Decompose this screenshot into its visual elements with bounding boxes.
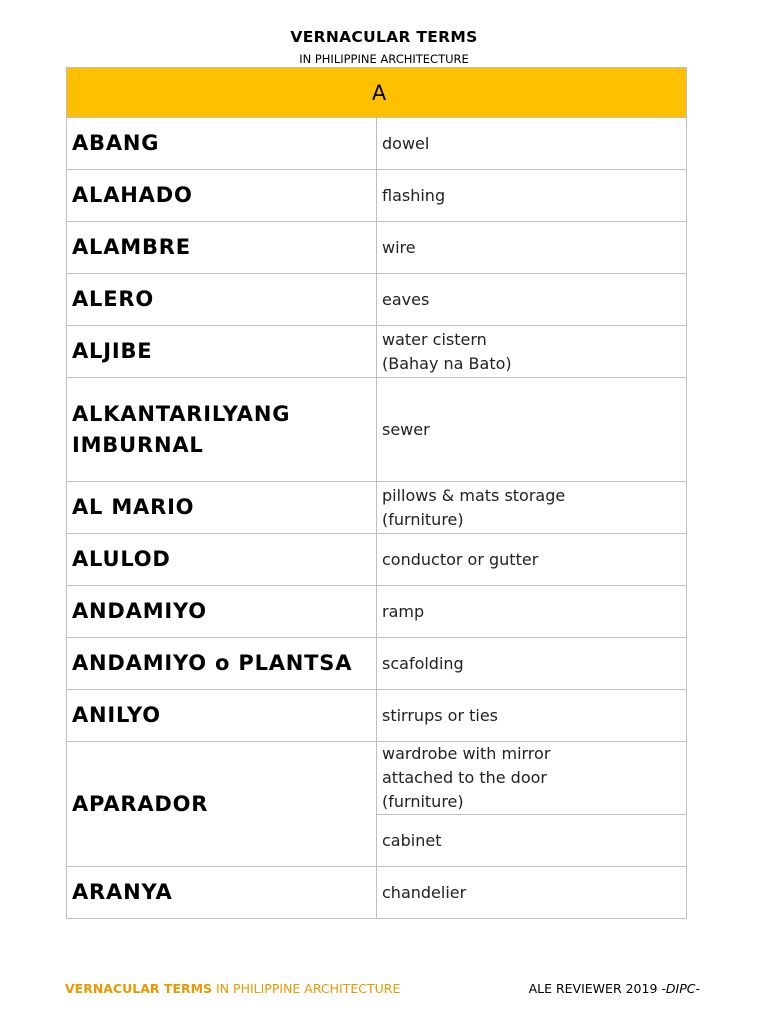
page-subtitle: IN PHILIPPINE ARCHITECTURE [299,52,469,66]
footer-document-title [65,981,400,996]
term-definition: chandelier [377,867,687,919]
term-name: ALAMBRE [67,222,377,274]
page-title: VERNACULAR TERMS [290,28,478,46]
term-definition: wardrobe with mirror attached to the door (furniture) [377,742,687,815]
footer-title-rest: IN PHILIPPINE ARCHITECTURE [212,981,401,996]
term-row [67,638,687,690]
term-definition: flashing [377,170,687,222]
terms-table [66,67,687,919]
term-row [67,222,687,274]
term-name: ALAHADO [67,170,377,222]
footer-author-tag: -DIPC- [661,981,700,996]
term-definition: conductor or gutter [377,534,687,586]
section-header-row [67,68,687,118]
term-definition: cabinet [377,815,687,867]
term-name: ALERO [67,274,377,326]
term-definition: wire [377,222,687,274]
term-definition: stirrups or ties [377,690,687,742]
term-definition: water cistern (Bahay na Bato) [377,326,687,378]
term-row [67,378,687,482]
term-name: ARANYA [67,867,377,919]
term-name: ALJIBE [67,326,377,378]
term-definition: dowel [377,118,687,170]
term-row [67,534,687,586]
term-name: ABANG [67,118,377,170]
term-row [67,118,687,170]
term-row [67,867,687,919]
footer-title-bold: VERNACULAR TERMS [65,981,213,996]
term-row [67,482,687,534]
term-definition: scafolding [377,638,687,690]
term-name: ANDAMIYO o PLANTSA [67,638,377,690]
term-row [67,690,687,742]
term-name: AL MARIO [67,482,377,534]
term-name: ALKANTARILYANG IMBURNAL [67,378,377,482]
section-letter: A [67,68,687,118]
term-row [67,274,687,326]
term-definition: pillows & mats storage (furniture) [377,482,687,534]
term-name: ANDAMIYO [67,586,377,638]
term-definition: ramp [377,586,687,638]
term-name: ALULOD [67,534,377,586]
footer-reviewer-text: ALE REVIEWER 2019 [528,981,662,996]
term-name: ANILYO [67,690,377,742]
term-definition: sewer [377,378,687,482]
term-row [67,586,687,638]
term-name: APARADOR [67,742,377,867]
term-definition: eaves [377,274,687,326]
term-row [67,326,687,378]
term-row [67,170,687,222]
term-row [67,742,687,815]
footer-reviewer-label [529,981,700,996]
